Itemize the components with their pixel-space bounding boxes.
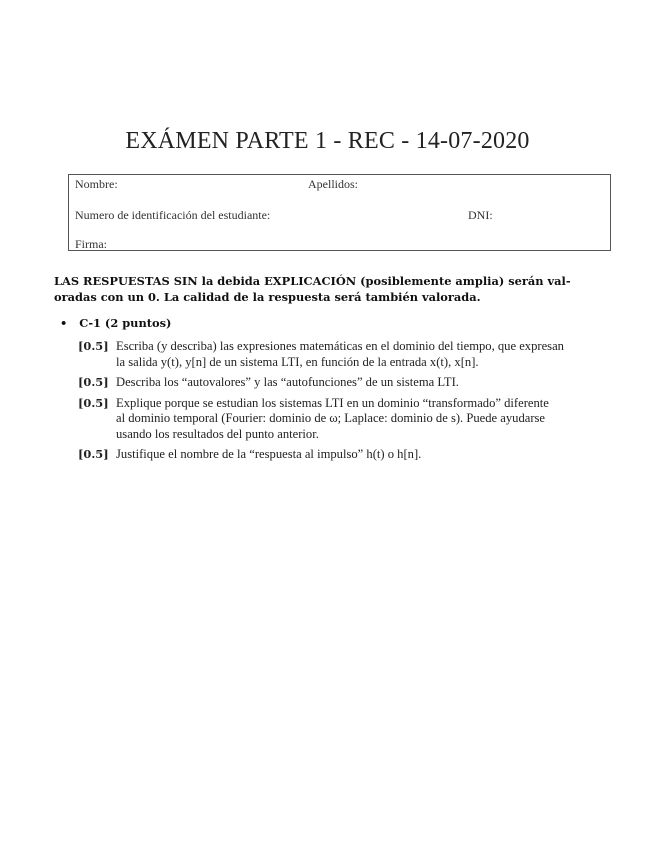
question-item [78, 375, 598, 391]
item-text-line: Explique porque se estudian los sistemas LTI en un dominio “transformado” diferente [116, 395, 549, 410]
item-points: [0.5] [78, 447, 109, 461]
student-id-box [68, 174, 611, 251]
question-items [78, 339, 598, 468]
item-text-line: Justifique el nombre de la “respuesta al impulso” h(t) o h[n]. [116, 447, 422, 461]
item-text-line: Describa los “autovalores” y las “autofunciones” de un sistema LTI. [116, 375, 459, 389]
bullet-icon: • [60, 316, 68, 330]
question-item [78, 396, 598, 443]
item-text-line: usando los resultados del punto anterior. [116, 426, 319, 441]
question-item [78, 447, 598, 463]
exam-instructions [54, 273, 594, 305]
item-points: [0.5] [78, 395, 109, 410]
item-text-line: la salida y(t), y[n] de un sistema LTI, en función de la entrada x(t), x[n]. [116, 354, 479, 369]
question-item [78, 339, 598, 370]
question-title: C-1 (2 puntos) [79, 316, 172, 330]
firma-label: Firma: [75, 237, 107, 251]
instructions-line-1: LAS RESPUESTAS SIN la debida EXPLICACIÓN (posiblemente amplia) serán val- [54, 274, 571, 288]
item-text-line: Escriba (y describa) las expresiones matemáticas en el dominio del tiempo, que expresan [116, 339, 564, 353]
question-heading [60, 316, 171, 330]
student-number-label: Numero de identificación del estudiante: [75, 208, 271, 222]
item-points: [0.5] [78, 375, 109, 389]
item-text-line: al dominio temporal (Fourier: dominio de ω; Laplace: dominio de s). Puede ayudarse [116, 411, 546, 425]
dni-label: DNI: [468, 208, 493, 222]
apellidos-label: Apellidos: [308, 177, 358, 191]
exam-title: EXÁMEN PARTE 1 - REC - 14-07-2020 [125, 128, 530, 154]
instructions-line-2: oradas con un 0. La calidad de la respuesta será también valorada. [54, 290, 481, 304]
item-points: [0.5] [78, 339, 109, 353]
nombre-label: Nombre: [75, 177, 118, 191]
